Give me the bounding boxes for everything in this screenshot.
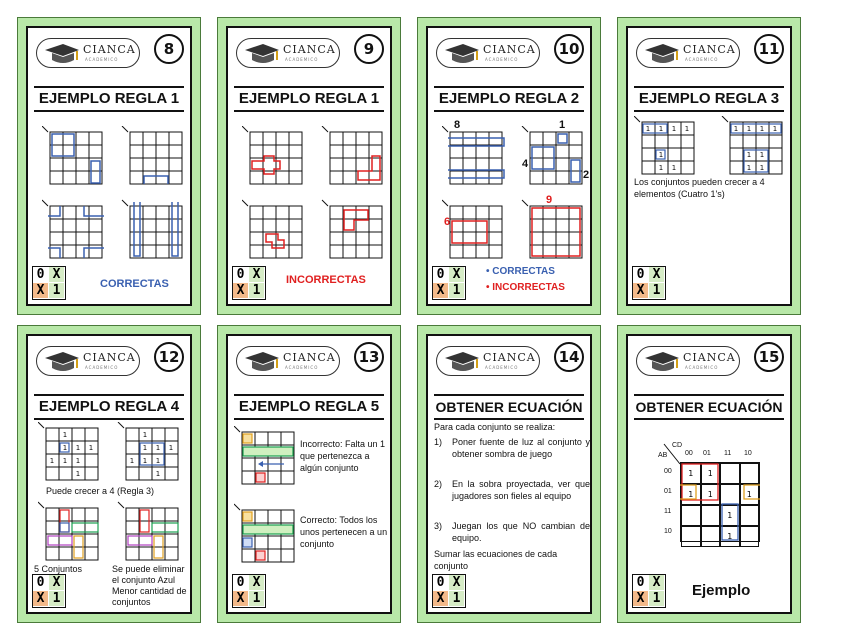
card-9-face (226, 26, 392, 306)
step-text: Juegan los que NO cambian de equipo. (452, 521, 590, 543)
svg-text:1: 1 (684, 125, 690, 133)
truth-d: 1 (649, 591, 664, 606)
svg-text:1: 1 (129, 457, 135, 465)
note-count: 5 Conjuntos (34, 564, 83, 574)
truth-d: 1 (49, 283, 64, 298)
kmap-examples (42, 126, 186, 266)
truth-b: X (49, 575, 64, 590)
svg-text:1: 1 (759, 125, 765, 133)
kmap-col-00: 00 (685, 450, 693, 457)
graduation-cap-icon (643, 42, 681, 66)
graduation-cap-icon (243, 42, 281, 66)
kmap-col-11: 11 (724, 450, 732, 457)
card-title: EJEMPLO REGLA 1 (234, 86, 384, 112)
bullet-icon: • (486, 266, 493, 277)
card-11-face (626, 26, 792, 306)
brand-name: CIANCA (283, 43, 336, 56)
brand-name: CIANCA (83, 351, 136, 364)
truth-c: X (33, 283, 48, 298)
truth-c: X (633, 591, 648, 606)
card-9 (217, 17, 401, 315)
label-6: 6 (444, 216, 451, 228)
logo (636, 346, 740, 376)
truth-c: X (233, 591, 248, 606)
truth-b: X (49, 267, 64, 282)
truth-table (232, 266, 266, 300)
graduation-cap-icon (243, 350, 281, 374)
svg-text:1: 1 (671, 164, 677, 172)
step-1 (434, 436, 590, 460)
brand-name: CIANCA (283, 351, 336, 364)
card-8-face (26, 26, 192, 306)
truth-table (32, 574, 66, 608)
truth-table (432, 266, 466, 300)
svg-text:1: 1 (671, 125, 677, 133)
example-caption: Ejemplo (692, 582, 751, 599)
logo (36, 38, 140, 68)
card-8 (17, 17, 201, 315)
brand-sub: ACADEMICO (485, 57, 519, 62)
kmap-cell: 1 (701, 484, 721, 505)
truth-d: 1 (249, 283, 264, 298)
card-number: 15 (754, 342, 784, 372)
truth-a: 0 (233, 575, 248, 590)
kmap-ab-label: AB (658, 452, 668, 459)
brand-sub: ACADEMICO (685, 365, 719, 370)
step-text: Poner fuente de luz al conjunto y obtener sombra de juego (452, 437, 590, 459)
note-eliminate: Se puede eliminar el conjunto Azul Menor cantidad de conjuntos (112, 564, 187, 607)
graduation-cap-icon (643, 350, 681, 374)
truth-b: X (449, 267, 464, 282)
card-10 (417, 17, 601, 315)
truth-b: X (649, 267, 664, 282)
truth-table (432, 574, 466, 608)
kmap-cd-label: CD (672, 442, 683, 449)
svg-text:1: 1 (88, 444, 94, 452)
card-15 (617, 325, 801, 623)
brand-name: CIANCA (683, 43, 736, 56)
step-number: 2) (434, 479, 443, 489)
svg-text:1: 1 (62, 457, 68, 465)
svg-text:1: 1 (75, 470, 81, 478)
svg-text:1: 1 (658, 125, 664, 133)
truth-table (632, 574, 666, 608)
logo (236, 38, 340, 68)
kmap-examples (242, 126, 386, 266)
brand-name: CIANCA (683, 351, 736, 364)
kmap-col-10: 10 (744, 450, 752, 457)
note-correct: Correcto: Todos los unos pertenecen a un conjunto (300, 515, 388, 549)
description: Los conjuntos pueden crecer a 4 elementos (Cuatro 1's) (634, 177, 765, 199)
legend-incorrect (486, 282, 565, 293)
truth-c: X (33, 591, 48, 606)
graduation-cap-icon (443, 42, 481, 66)
card-12-face (26, 334, 192, 614)
kmap-examples (442, 126, 586, 266)
truth-a: 0 (633, 267, 648, 282)
brand-name: CIANCA (483, 43, 536, 56)
svg-text:1: 1 (155, 457, 161, 465)
card-title: EJEMPLO REGLA 2 (434, 86, 584, 112)
svg-text:1: 1 (155, 470, 161, 478)
card-13-face (226, 334, 392, 614)
truth-b: X (249, 267, 264, 282)
svg-text:1: 1 (62, 431, 68, 439)
truth-a: 0 (233, 267, 248, 282)
kmap-examples (634, 116, 790, 176)
svg-text:1: 1 (772, 125, 778, 133)
kmap-cell: 1 (740, 484, 760, 505)
brand-sub: ACADEMICO (85, 57, 119, 62)
brand-sub: ACADEMICO (285, 365, 319, 370)
brand-sub: ACADEMICO (85, 365, 119, 370)
svg-text:1: 1 (142, 457, 148, 465)
graduation-cap-icon (443, 350, 481, 374)
label-4: 4 (522, 158, 529, 170)
card-title: EJEMPLO REGLA 4 (34, 394, 184, 420)
svg-text:1: 1 (75, 457, 81, 465)
svg-text:1: 1 (75, 444, 81, 452)
truth-table (232, 574, 266, 608)
kmap-col-01: 01 (703, 450, 711, 457)
logo (236, 346, 340, 376)
bullet-icon: • (486, 282, 493, 293)
kmap-groups (680, 462, 760, 542)
truth-a: 0 (433, 267, 448, 282)
truth-d: 1 (49, 591, 64, 606)
truth-b: X (449, 575, 464, 590)
graduation-cap-icon (43, 350, 81, 374)
card-number: 14 (554, 342, 584, 372)
label-9: 9 (546, 194, 553, 206)
kmap-cell: 1 (681, 484, 701, 505)
truth-d: 1 (449, 283, 464, 298)
kmap-row-10: 10 (664, 528, 672, 535)
step-3 (434, 520, 590, 544)
kmap-row-01: 01 (664, 488, 672, 495)
truth-a: 0 (633, 575, 648, 590)
card-title: EJEMPLO REGLA 3 (634, 86, 784, 112)
kmap-examples (234, 426, 298, 572)
kmap (658, 442, 778, 554)
truth-c: X (233, 283, 248, 298)
label-1: 1 (559, 119, 566, 131)
label-2: 2 (583, 169, 590, 181)
card-title: EJEMPLO REGLA 5 (234, 394, 384, 420)
truth-c: X (433, 591, 448, 606)
logo (436, 346, 540, 376)
svg-text:1: 1 (746, 164, 752, 172)
card-number: 8 (154, 34, 184, 64)
card-title: EJEMPLO REGLA 1 (34, 86, 184, 112)
truth-b: X (649, 575, 664, 590)
card-number: 9 (354, 34, 384, 64)
kmap-cell: 1 (720, 505, 740, 526)
truth-a: 0 (33, 575, 48, 590)
truth-d: 1 (649, 283, 664, 298)
graduation-cap-icon (43, 42, 81, 66)
card-number: 10 (554, 34, 584, 64)
caption: CORRECTAS (100, 278, 169, 290)
intro-text: Para cada conjunto se realiza: (434, 422, 556, 432)
svg-text:1: 1 (733, 125, 739, 133)
legend-correct (486, 266, 555, 277)
card-number: 12 (154, 342, 184, 372)
kmap-cell: 1 (701, 463, 721, 484)
kmap-cell: 1 (720, 526, 740, 547)
card-13 (217, 325, 401, 623)
card-number: 13 (354, 342, 384, 372)
card-10-face (426, 26, 592, 306)
svg-text:1: 1 (168, 444, 174, 452)
svg-text:1: 1 (759, 164, 765, 172)
caption: INCORRECTAS (286, 274, 366, 286)
svg-text:1: 1 (658, 151, 664, 159)
svg-text:1: 1 (142, 431, 148, 439)
note-grow: Puede crecer a 4 (Regla 3) (46, 486, 155, 496)
svg-text:1: 1 (658, 164, 664, 172)
truth-a: 0 (33, 267, 48, 282)
card-14-face (426, 334, 592, 614)
step-number: 1) (434, 437, 443, 447)
kmap-row-00: 00 (664, 468, 672, 475)
svg-text:1: 1 (746, 151, 752, 159)
truth-b: X (249, 575, 264, 590)
kmap-row-11: 11 (664, 508, 672, 515)
svg-text:1: 1 (49, 457, 55, 465)
brand-name: CIANCA (483, 351, 536, 364)
brand-sub: ACADEMICO (685, 57, 719, 62)
card-number: 11 (754, 34, 784, 64)
brand-sub: ACADEMICO (285, 57, 319, 62)
svg-text:1: 1 (759, 151, 765, 159)
truth-table (32, 266, 66, 300)
logo (636, 38, 740, 68)
svg-text:1: 1 (746, 125, 752, 133)
logo (36, 346, 140, 376)
svg-text:1: 1 (62, 444, 68, 452)
card-11 (617, 17, 801, 315)
step-text: En la sobra proyectada, ver que jugadores son fieles al equipo (452, 479, 590, 501)
truth-a: 0 (433, 575, 448, 590)
legend-incorrect-label: INCORRECTAS (492, 282, 565, 293)
kmap-cell: 1 (681, 463, 701, 484)
legend-correct-label: CORRECTAS (492, 266, 555, 277)
truth-d: 1 (449, 591, 464, 606)
brand-sub: ACADEMICO (485, 365, 519, 370)
svg-text:1: 1 (645, 125, 651, 133)
note-incorrect: Incorrecto: Falta un 1 que pertenezca a algún conjunto (300, 439, 386, 473)
brand-name: CIANCA (83, 43, 136, 56)
svg-text:1: 1 (155, 444, 161, 452)
card-14 (417, 325, 601, 623)
card-title: OBTENER ECUACIÓN (434, 394, 584, 420)
card-title: OBTENER ECUACIÓN (634, 394, 784, 420)
logo (436, 38, 540, 68)
step-2 (434, 478, 590, 502)
card-12 (17, 325, 201, 623)
card-15-face (626, 334, 792, 614)
truth-d: 1 (249, 591, 264, 606)
truth-table (632, 266, 666, 300)
truth-c: X (433, 283, 448, 298)
step-number: 3) (434, 521, 443, 531)
svg-text:1: 1 (142, 444, 148, 452)
label-8: 8 (454, 119, 461, 131)
outro-text: Sumar las ecuaciones de cada conjunto (434, 549, 558, 571)
truth-c: X (633, 283, 648, 298)
